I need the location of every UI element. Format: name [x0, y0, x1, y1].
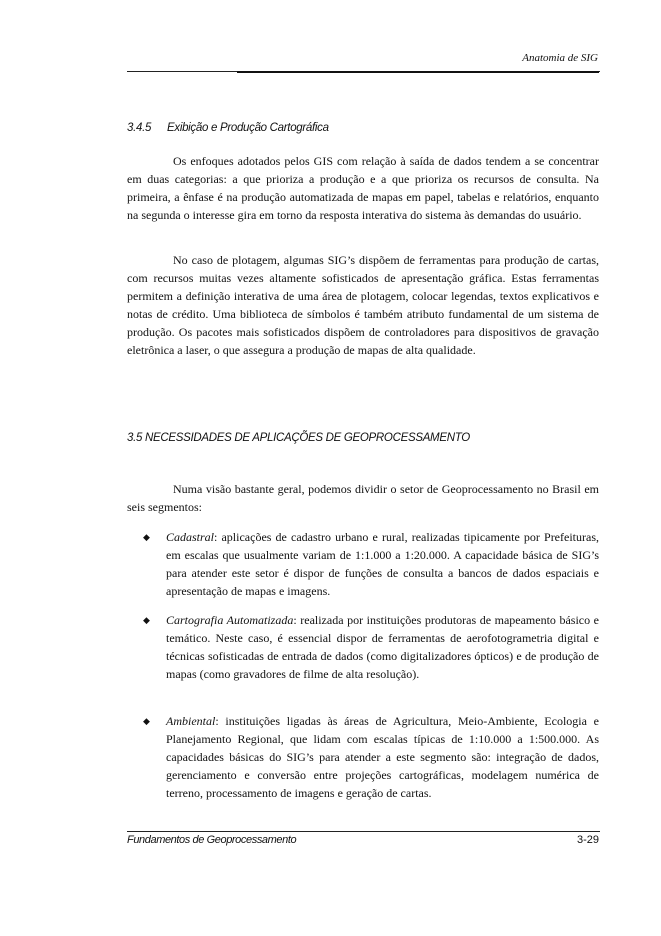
running-head: Anatomia de SIG	[522, 52, 598, 64]
list-item-term: Ambiental	[166, 714, 216, 728]
header-rule-thick	[237, 71, 599, 73]
list-item-text	[166, 611, 599, 683]
paragraph-plotting: No caso de plotagem, algumas SIG’s dispõem de ferramentas para produção de cartas, com recursos muitas vezes altamente sofisticados de apresentação gráfica. Estas ferramentas permitem a definição interativa de uma área de plotagem, colocar legendas, textos explicativos e notas de crédito. Uma biblioteca de símbolos é também atributo fundamental de um sistema de produção. Os pacotes mais sofisticados dispõem de controladores para dispositivos de gravação eletrônica a laser, o que assegura a produção de mapas de alta qualidade.	[127, 253, 599, 357]
paragraph-segments-intro: Numa visão bastante geral, podemos dividir o setor de Geoprocessamento no Brasil em seis segmentos:	[127, 482, 599, 514]
list-item-body: : realizada por instituições produtoras de mapeamento básico e temático. Neste caso, é essencial dispor de ferramentas de aerofotogrametria digital e técnicas sofisticadas de entrada de dados (como digitalizadores ópticos) e de produção de mapas (como gravadores de filme de alta resolução).	[166, 613, 600, 681]
subsection-heading	[127, 122, 329, 134]
list-item-body: : instituições ligadas às áreas de Agricultura, Meio-Ambiente, Ecologia e Planejamento Regional, que lidam com escalas típicas de 1:10.000 a 1:500.000. As capacidades básicas do SIG’s para atender a este segmento são: integração de dados, gerenciamento e conversão entre projeções cartográficas, modelagem numérica de terreno, processamento de imagens e geração de cartas.	[166, 714, 599, 800]
bullet-icon: ◆	[143, 615, 150, 625]
paragraph-output-categories: Os enfoques adotados pelos GIS com relação à saída de dados tendem a se concentrar em duas categorias: a que prioriza a produção e a que prioriza os recursos de consulta. Na primeira, a ênfase é na produção automatizada de mapas em papel, tabelas e relatórios, enquanto na segunda o interesse gira em torno da resposta interativa do sistema às demandas do usuário.	[127, 154, 599, 222]
list-item-text	[166, 528, 599, 600]
list-item-body: : aplicações de cadastro urbano e rural, realizadas tipicamente por Prefeituras, em escalas que usualmente variam de 1:1.000 a 1:20.000. A capacidade básica de SIG’s para atender este setor é dispor de funções de consulta a bancos de dados espaciais e apresentação de mapas e imagens.	[166, 530, 599, 598]
subsection-title: Exibição e Produção Cartográfica	[167, 122, 329, 134]
bullet-icon: ◆	[143, 716, 150, 726]
bullet-icon: ◆	[143, 532, 150, 542]
footer-rule	[127, 831, 600, 832]
footer-book-title: Fundamentos de Geoprocessamento	[127, 834, 297, 846]
list-item-term: Cartografia Automatizada	[166, 613, 294, 627]
list-item-term: Cadastral	[166, 530, 215, 544]
list-item-text	[166, 712, 599, 802]
section-heading: 3.5 NECESSIDADES DE APLICAÇÕES DE GEOPROCESSAMENTO	[127, 432, 470, 444]
page-number: 3-29	[576, 834, 599, 846]
subsection-number: 3.4.5	[127, 122, 152, 134]
